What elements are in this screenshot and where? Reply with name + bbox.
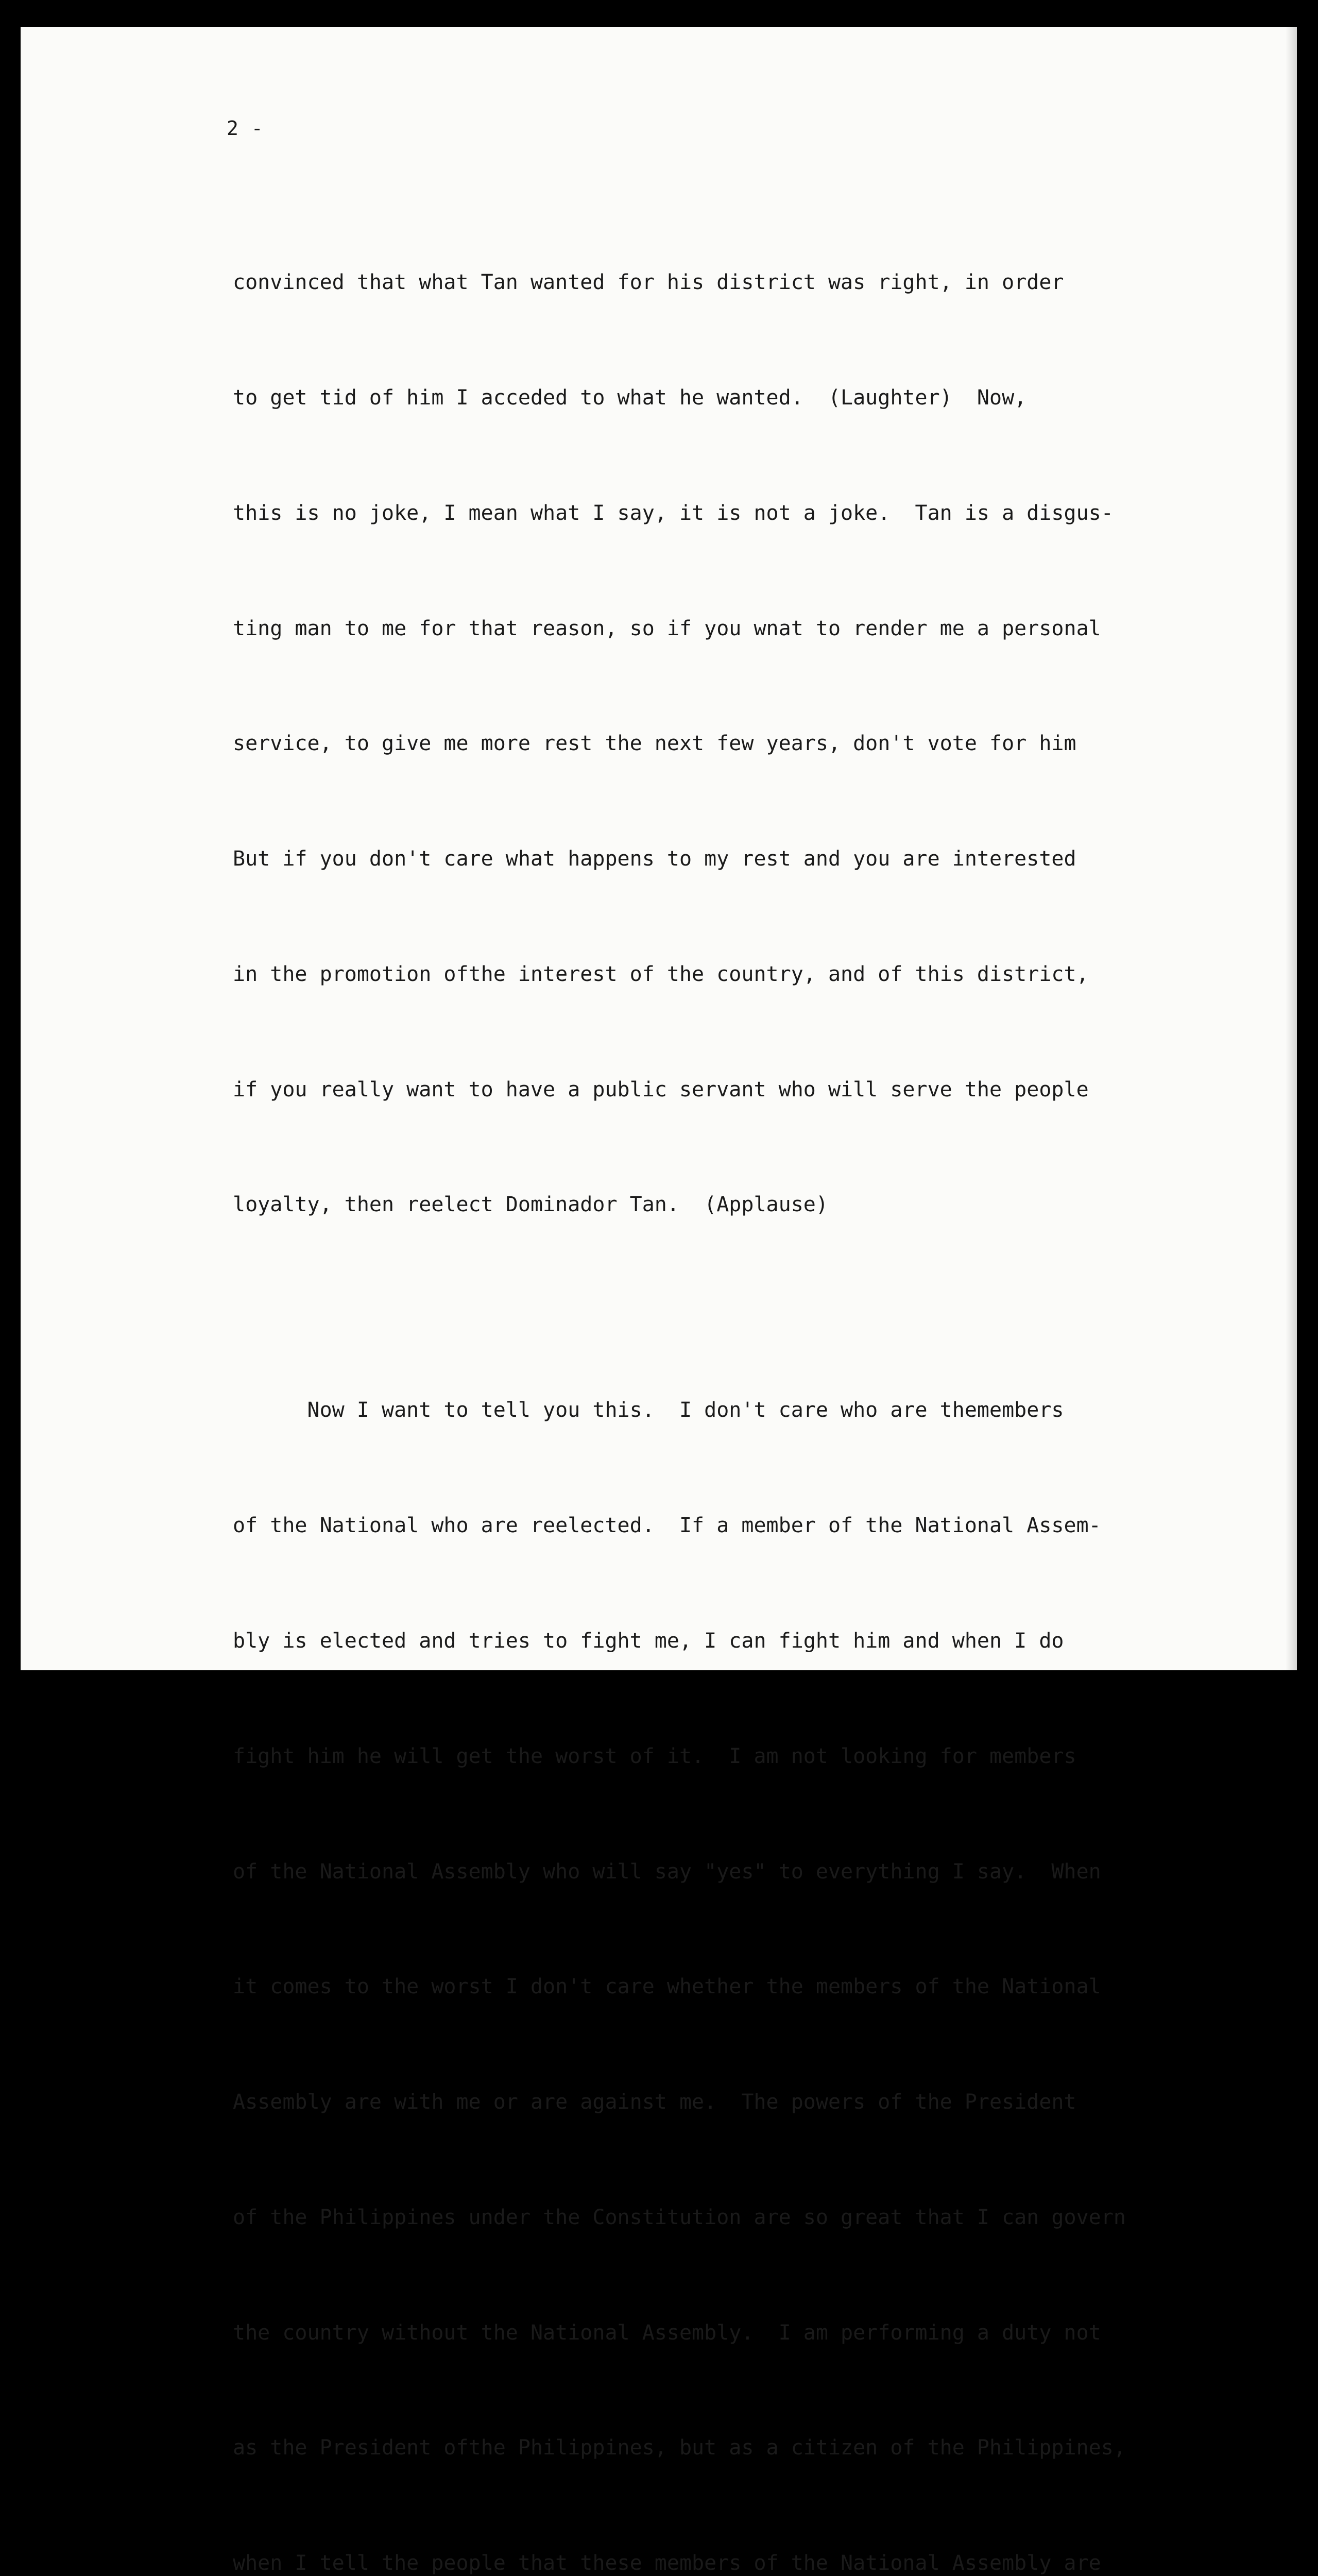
page-number: 2 -: [227, 117, 264, 140]
paragraph: [233, 187, 1222, 1301]
document-page: [21, 27, 1297, 2575]
text-line: of the Philippines under the Constitution are so great that I can govern: [233, 2205, 1126, 2229]
text-line: But if you don't care what happens to my rest and you are interested: [233, 847, 1076, 871]
text-line: of the National who are reelected. If a member of the National Assem-: [233, 1514, 1101, 1538]
text-line: as the President ofthe Philippines, but as a citizen of the Philippines,: [233, 2436, 1126, 2460]
text-line: convinced that what Tan wanted for his district was right, in order: [233, 270, 1064, 295]
text-line: Assembly are with me or are against me. The powers of the President: [233, 2090, 1076, 2114]
text-line: of the National Assembly who will say "yes" to everything I say. When: [233, 1859, 1101, 1884]
text-line: when I tell the people that these members of the National Assembly are: [233, 2551, 1101, 2575]
text-line: Now I want to tell you this. I don't care who are themembers: [233, 1398, 1064, 1422]
text-line: in the promotion ofthe interest of the country, and of this district,: [233, 962, 1089, 986]
text-line: ting man to me for that reason, so if you wnat to render me a personal: [233, 616, 1101, 640]
text-line: fight him he will get the worst of it. I am not looking for members: [233, 1744, 1076, 1768]
text-line: if you really want to have a public servant who will serve the people: [233, 1077, 1089, 1101]
paragraph: [233, 1314, 1222, 2576]
text-line: bly is elected and tries to fight me, I can fight him and when I do: [233, 1629, 1064, 1653]
text-line: the country without the National Assembly. I am performing a duty not: [233, 2320, 1101, 2345]
text-line: it comes to the worst I don't care whether the members of the National: [233, 1975, 1101, 1999]
text-line: loyalty, then reelect Dominador Tan. (Applause): [233, 1193, 828, 1217]
text-line: service, to give me more rest the next few years, don't vote for him: [233, 732, 1076, 756]
text-line: this is no joke, I mean what I say, it is not a joke. Tan is a disgus-: [233, 501, 1114, 525]
text-line: to get tid of him I acceded to what he wanted. (Laughter) Now,: [233, 385, 1027, 410]
body-text: [233, 187, 1222, 2576]
page-edge-shadow: [1286, 27, 1297, 1670]
